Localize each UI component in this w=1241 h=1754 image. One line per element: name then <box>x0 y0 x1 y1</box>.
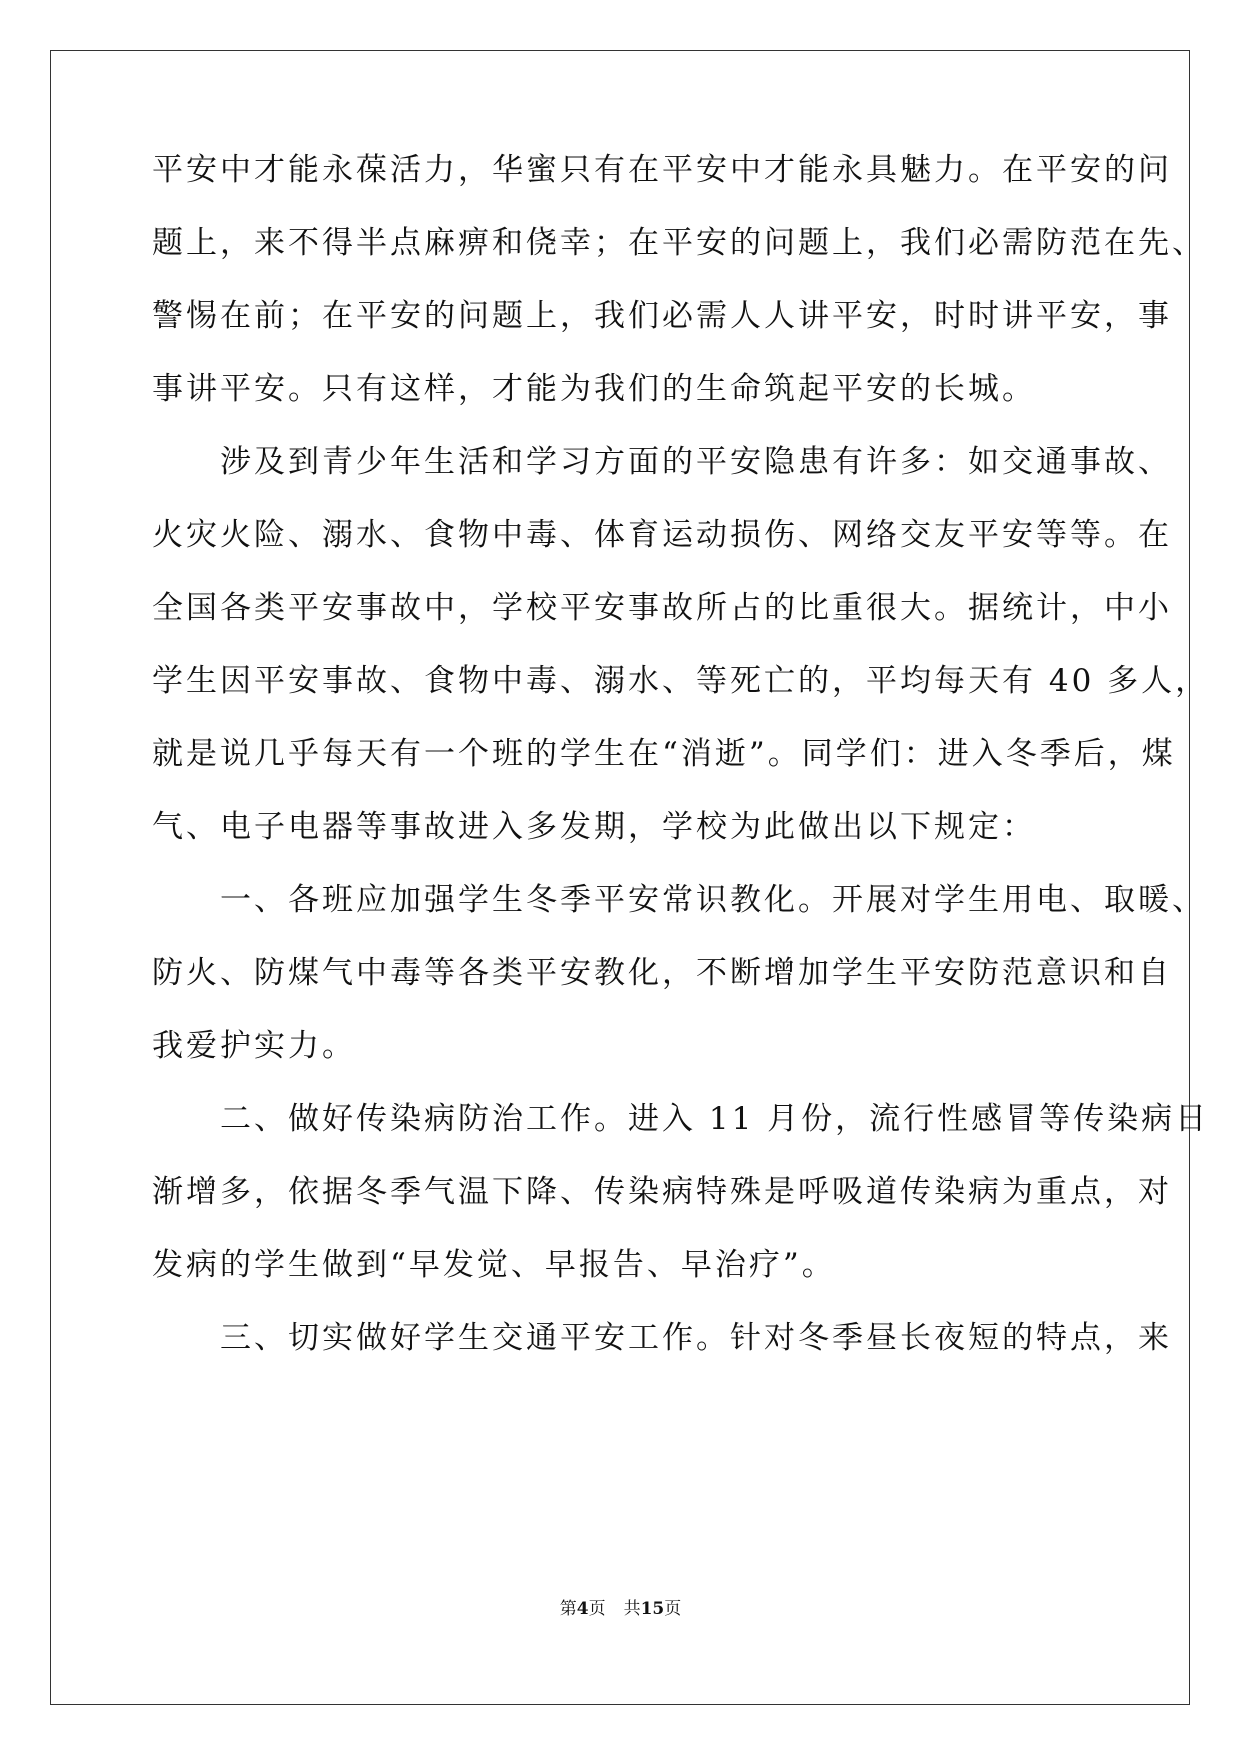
text-line: 题上，来不得半点麻痹和侥幸；在平安的问题上，我们必需防范在先、 <box>152 225 1206 261</box>
text-line: 平安中才能永葆活力，华蜜只有在平安中才能永具魅力。在平安的问 <box>152 152 1172 188</box>
page-number-prefix: 第 <box>559 1599 577 1619</box>
total-pages: 15 <box>640 1599 665 1619</box>
text-line: 二、做好传染病防治工作。进入 11 月份，流行性感冒等传染病日 <box>152 1101 1210 1137</box>
text-line: 渐增多，依据冬季气温下降、传染病特殊是呼吸道传染病为重点，对 <box>152 1174 1172 1210</box>
text-line: 就是说几乎每天有一个班的学生在“消逝”。同学们：进入冬季后，煤 <box>152 736 1176 772</box>
text-line: 全国各类平安事故中，学校平安事故所占的比重很大。据统计，中小 <box>152 590 1172 626</box>
text-line: 警惕在前；在平安的问题上，我们必需人人讲平安，时时讲平安，事 <box>152 298 1172 334</box>
page-footer <box>0 1597 1241 1621</box>
total-pages-prefix: 共 <box>623 1599 641 1619</box>
page-number-suffix: 页 <box>588 1599 606 1619</box>
text-line: 火灾火险、溺水、食物中毒、体育运动损伤、网络交友平安等等。在 <box>152 517 1172 553</box>
total-pages-suffix: 页 <box>664 1599 682 1619</box>
text-line: 气、电子电器等事故进入多发期，学校为此做出以下规定： <box>152 809 1036 845</box>
text-line: 防火、防煤气中毒等各类平安教化，不断增加学生平安防范意识和自 <box>152 955 1172 991</box>
text-line: 涉及到青少年生活和学习方面的平安隐患有许多：如交通事故、 <box>152 444 1172 480</box>
text-line: 发病的学生做到“早发觉、早报告、早治疗”。 <box>152 1247 836 1283</box>
text-line: 事讲平安。只有这样，才能为我们的生命筑起平安的长城。 <box>152 371 1036 407</box>
text-line: 我爱护实力。 <box>152 1028 356 1064</box>
text-line: 一、各班应加强学生冬季平安常识教化。开展对学生用电、取暖、 <box>152 882 1206 918</box>
text-line: 学生因平安事故、食物中毒、溺水、等死亡的，平均每天有 40 多人， <box>152 663 1210 699</box>
text-line: 三、切实做好学生交通平安工作。针对冬季昼长夜短的特点，来 <box>152 1320 1172 1356</box>
page-number: 4 <box>576 1599 589 1619</box>
